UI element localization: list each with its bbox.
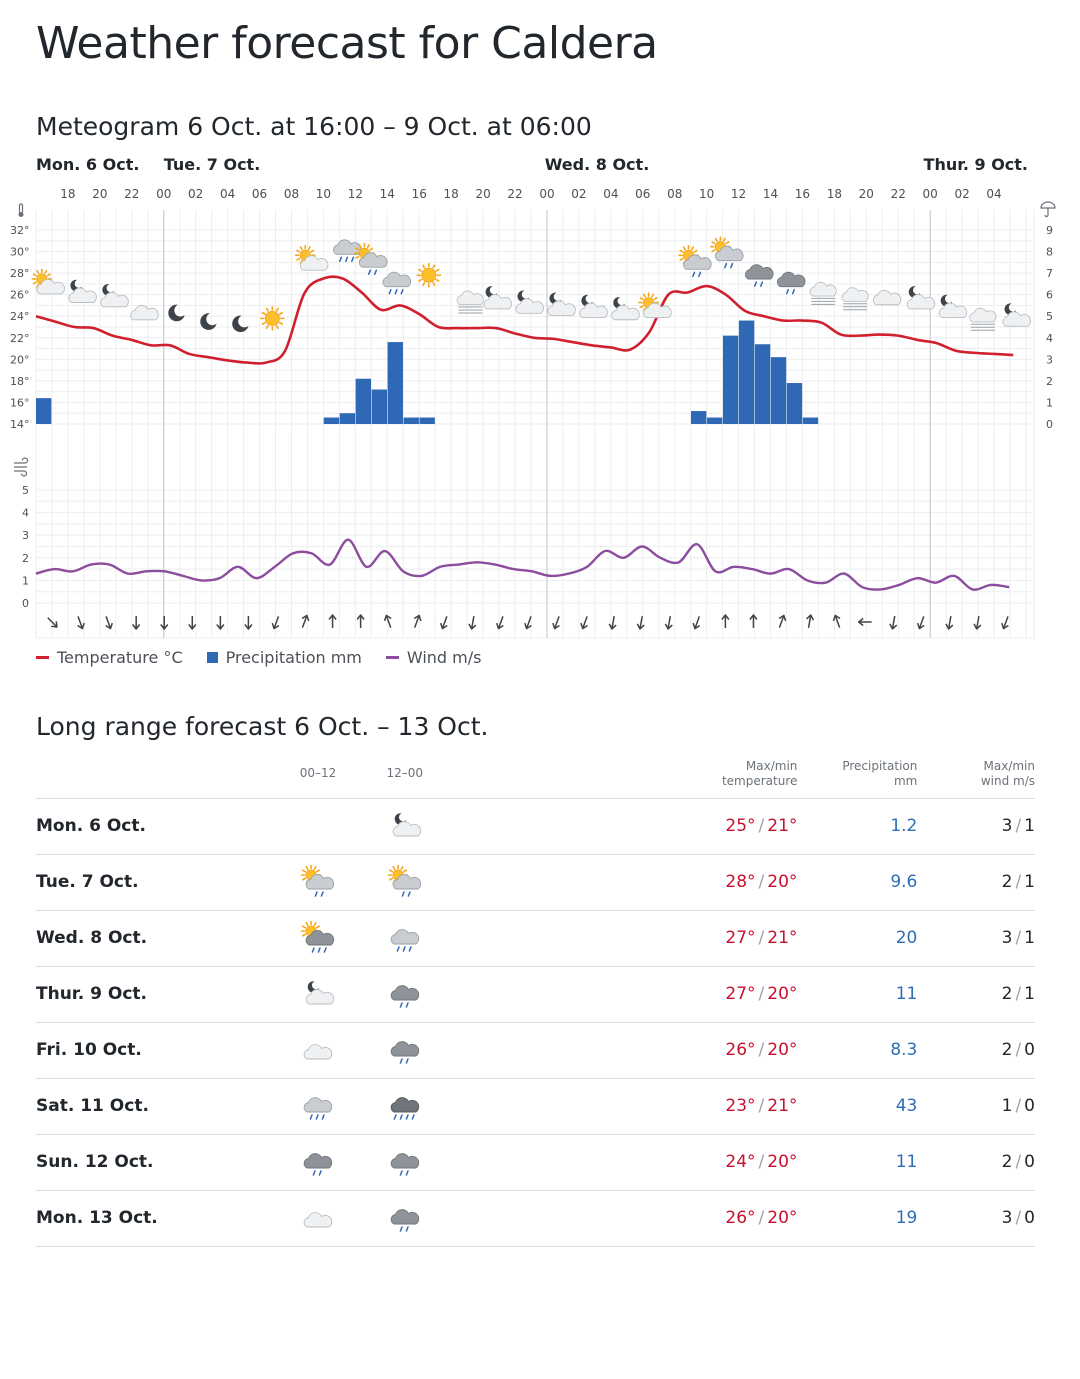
precip-bar [739,321,754,424]
wind-arrow-icon [133,616,140,629]
wind-arrow-icon [161,616,168,629]
moon-cloud-icon [484,286,512,309]
wind-arrow-icon [889,615,898,629]
row-wind: 3 / 1 [1001,928,1035,948]
header-temperature [673,750,797,798]
row-precipitation: 11 [895,984,918,1004]
row-temperature: 24° / 20° [725,1152,798,1172]
header-temperature-line2: temperature [721,773,798,788]
row-symbol-00-12 [275,1134,362,1190]
precip-axis-label: 0 [1046,418,1053,431]
header-wind-line2: wind m/s [980,773,1035,788]
hour-tick-label: 12 [347,187,363,201]
header-temperature-line1: Max/min [745,758,798,773]
row-temp-max: 28° [725,872,756,892]
day-label: Tue. 7 Oct. [163,155,261,174]
day-label: Thur. 9 Oct. [923,155,1028,174]
precip-bar [372,390,387,424]
row-temp-max: 25° [725,816,756,836]
hour-tick-label: 00 [922,187,938,201]
hour-tick-label: 10 [698,187,715,201]
row-symbol-12-00 [361,966,448,1022]
wind-arrow-icon [608,615,617,629]
wind-arrow-icon [271,615,282,630]
row-temp-max: 23° [725,1096,756,1116]
header-precipitation-line2: mm [893,773,918,788]
row-symbol-12-00 [361,1190,448,1246]
row-wind-max: 3 [1001,928,1013,948]
row-temperature: 27° / 21° [725,928,798,948]
cloud-rain-icon [298,1086,338,1126]
header-day [36,750,275,798]
row-day: Fri. 10 Oct. [36,1040,142,1060]
precip-axis-label: 2 [1046,374,1053,388]
row-wind-min: 1 [1024,928,1035,948]
row-temperature: 23° / 21° [725,1096,798,1116]
cloud-rain-icon [385,918,425,958]
table-row [36,966,1035,1022]
row-precipitation: 20 [895,928,918,948]
hour-tick-label: 02 [188,187,204,201]
wind-arrow-icon [299,614,310,629]
row-precipitation: 11 [895,1152,918,1172]
precip-bar [404,418,419,424]
hour-tick-label: 00 [539,187,555,201]
row-wind-min: 0 [1024,1152,1035,1172]
wind-arrow-icon [776,614,787,629]
hour-tick-label: 18 [60,187,76,201]
row-symbol-00-12 [275,854,362,910]
row-wind: 2 / 0 [1001,1152,1035,1172]
cloud-icon [131,305,159,319]
temp-axis-label: 16° [10,396,30,410]
wind-arrow-icon [383,614,394,629]
row-day: Sat. 11 Oct. [36,1096,149,1116]
precip-axis-label: 6 [1046,288,1053,302]
page-title: Weather forecast for Caldera [36,18,658,69]
hour-tick-label: 04 [219,187,236,201]
wind-arrow-icon [665,615,674,629]
wind-arrow-icon [916,615,927,630]
row-wind-min: 0 [1024,1208,1035,1228]
row-temp-min: 20° [767,1152,798,1172]
darker-cloud-heavy-rain-icon [385,1086,425,1126]
row-day: Wed. 8 Oct. [36,928,148,948]
precip-axis-label: 8 [1046,245,1053,259]
row-symbol-12-00 [361,798,448,854]
row-day: Mon. 13 Oct. [36,1208,158,1228]
wind-arrow-icon [692,615,703,630]
precip-bar [691,411,706,424]
hour-tick-label: 02 [571,187,587,201]
precip-bar [356,379,371,424]
table-row [36,798,1035,854]
wind-series [36,540,1009,590]
precip-axis-label: 5 [1046,310,1053,324]
table-row [36,854,1035,910]
header-precipitation-line1: Precipitation [842,758,918,773]
temp-axis-label: 26° [10,288,30,302]
row-wind: 3 / 0 [1001,1208,1035,1228]
hour-tick-label: 06 [251,187,268,201]
row-wind-min: 0 [1024,1040,1035,1060]
precip-bar [707,418,722,424]
wind-axis-label: 1 [22,574,29,588]
row-wind: 1 / 0 [1001,1096,1035,1116]
hour-tick-label: 22 [124,187,140,201]
legend-wind [386,648,482,667]
row-wind: 3 / 1 [1001,816,1035,836]
row-wind-max: 2 [1001,1152,1013,1172]
moon-cloud-icon [69,280,97,303]
chart-legend [36,648,481,667]
table-row [36,1190,1035,1246]
wind-arrow-icon [551,615,562,630]
row-day: Mon. 6 Oct. [36,816,146,836]
wind-arrow-icon [805,614,814,628]
legend-temperature [36,648,183,667]
precip-bar [755,344,770,424]
row-day: Thur. 9 Oct. [36,984,147,1004]
moon-cloud-icon [548,293,576,316]
wind-arrow-icon [523,615,534,630]
row-temperature: 26° / 20° [725,1040,798,1060]
dark-cloud-rain-icon [385,974,425,1014]
row-temp-min: 20° [767,1208,798,1228]
moon-icon [232,316,247,332]
wind-arrow-icon [357,615,364,628]
precip-axis-label: 3 [1046,353,1053,367]
temp-axis-label: 28° [10,267,30,281]
hour-tick-label: 04 [986,187,1002,201]
day-labels [36,155,1028,174]
temp-axis-label: 18° [10,374,30,388]
partly-cloudy-night-icon [385,806,425,846]
cloud-icon [873,290,901,304]
row-symbol-00-12 [275,798,362,854]
legend-precipitation [207,648,362,667]
row-precipitation: 1.2 [890,816,918,836]
row-precipitation: 9.6 [890,872,918,892]
legend-wind-label: Wind m/s [406,648,482,667]
meteogram-title: Meteogram 6 Oct. at 16:00 – 9 Oct. at 06:00 [36,112,592,141]
temp-axis-label: 14° [10,418,30,431]
row-wind: 2 / 0 [1001,1040,1035,1060]
row-wind-min: 0 [1024,1096,1035,1116]
row-wind-max: 2 [1001,872,1013,892]
wind-arrow-icon [495,615,506,630]
header-12-00: 12–00 [386,766,424,781]
precip-axis-label: 9 [1046,224,1053,237]
moon-cloud-icon [516,291,544,314]
chart-grid [36,210,1034,638]
legend-temperature-label: Temperature °C [57,648,183,667]
header-wind-line1: Max/min [983,758,1035,773]
wind-arrow-icon [750,615,757,628]
precip-axis-label: 1 [1046,396,1053,410]
row-temperature: 28° / 20° [725,872,798,892]
wind-arrow-icon [637,615,646,629]
precip-bar [340,413,355,424]
wind-arrow-icon [217,616,224,629]
row-symbol-12-00 [361,1022,448,1078]
precip-axis-label: 7 [1046,267,1053,281]
wind-arrow-icon [468,615,477,629]
hour-tick-label: 20 [92,187,108,201]
row-symbol-00-12 [275,910,362,966]
hour-tick-label: 12 [730,187,747,201]
sun-cloud-rain-icon [298,862,338,902]
legend-temperature-swatch [36,656,49,659]
wind-line [36,540,1009,590]
legend-precipitation-swatch [207,652,218,663]
row-symbol-12-00 [361,854,448,910]
umbrella-icon [1041,202,1055,217]
wind-arrow-icon [411,614,422,629]
hour-tick-label: 18 [826,187,843,201]
precip-axis-label: 4 [1046,331,1053,345]
header-precipitation [797,750,917,798]
sun-icon [261,307,284,330]
row-symbol-12-00 [361,1134,448,1190]
row-precipitation: 43 [895,1096,918,1116]
sun-icon [417,264,440,287]
row-wind-max: 3 [1001,1208,1013,1228]
precip-bar [388,342,403,424]
hour-tick-label: 18 [443,187,459,201]
sun-cloud-rain-icon [385,862,425,902]
wind-arrow-icon [832,614,843,629]
row-temp-max: 24° [725,1152,756,1172]
fog-cloud-icon [810,282,836,304]
wind-arrow-icon [329,615,336,628]
thermometer-icon [19,204,24,217]
dark-cloud-rain-icon [777,272,805,293]
row-wind: 2 / 1 [1001,872,1035,892]
fog-cloud-icon [970,308,996,330]
sun-dark-rain-icon [298,918,338,958]
meteogram-chart [0,150,1080,645]
hour-tick-label: 20 [475,187,491,201]
precipitation-bars [36,321,818,424]
wind-arrow-icon [579,615,590,630]
wind-arrow-icon [439,615,450,630]
day-label: Mon. 6 Oct. [35,155,140,174]
precip-bar [36,398,51,424]
table-header-row [36,750,1035,798]
row-wind-max: 2 [1001,1040,1013,1060]
forecast-rows [36,798,1035,1246]
wind-axis-label: 4 [22,506,29,520]
row-temp-min: 20° [767,1040,798,1060]
moon-cloud-icon [580,295,608,318]
temp-axis-label: 30° [10,245,30,259]
precip-bar [787,383,802,424]
wind-icon [14,458,28,476]
wind-arrow-icon [103,615,114,630]
partly-cloudy-night-icon [298,974,338,1014]
row-wind-min: 1 [1024,984,1035,1004]
precip-bar [324,418,339,424]
wind-arrow-icon [189,616,196,629]
fog-cloud-icon [842,288,868,310]
cloud-icon [298,1198,338,1238]
precip-bar [723,336,738,424]
temp-axis-label: 20° [10,353,30,367]
row-precipitation: 8.3 [890,1040,918,1060]
row-day: Tue. 7 Oct. [36,872,139,892]
hour-tick-label: 06 [635,187,651,201]
long-range-title: Long range forecast 6 Oct. – 13 Oct. [36,712,489,741]
row-symbol-00-12 [275,1190,362,1246]
header-00-12: 00–12 [299,766,337,781]
wind-arrow-icon [859,619,872,626]
hour-tick-label: 04 [603,187,619,201]
wind-axis-label: 3 [22,529,29,543]
moon-cloud-icon [101,284,129,307]
row-temp-min: 21° [767,1096,798,1116]
temp-axis-label: 24° [10,310,30,324]
row-day: Sun. 12 Oct. [36,1152,154,1172]
row-temperature: 26° / 20° [725,1208,798,1228]
precip-bar [803,418,818,424]
hour-tick-label: 20 [858,187,874,201]
hour-tick-label: 22 [507,187,523,201]
table-row [36,1022,1035,1078]
dark-cloud-rain-icon [385,1142,425,1182]
long-range-table [36,750,1035,1247]
hour-tick-label: 16 [794,187,811,201]
row-temp-min: 21° [767,928,798,948]
wind-axis-label: 5 [22,484,29,497]
hour-tick-label: 14 [379,187,395,201]
row-symbol-12-00 [361,910,448,966]
hour-tick-labels [60,187,1001,201]
hour-tick-label: 10 [315,187,332,201]
wind-axis-label: 2 [22,551,29,565]
moon-cloud-icon [612,297,640,320]
hour-tick-label: 22 [890,187,906,201]
dark-cloud-rain-icon [745,265,773,286]
row-symbol-12-00 [361,1078,448,1134]
wind-axis-label: 0 [22,597,29,610]
row-temperature: 27° / 20° [725,984,798,1004]
row-wind-max: 3 [1001,816,1013,836]
row-precipitation: 19 [895,1208,918,1228]
hour-tick-label: 08 [667,187,683,201]
hour-tick-label: 08 [283,187,300,201]
row-wind: 2 / 1 [1001,984,1035,1004]
moon-icon [169,305,184,321]
row-temp-min: 21° [767,816,798,836]
row-wind-max: 2 [1001,984,1013,1004]
day-label: Wed. 8 Oct. [544,155,650,174]
dark-cloud-rain-icon [385,1198,425,1238]
row-temp-max: 27° [725,928,756,948]
axis-labels [10,224,1053,610]
precip-bar [771,357,786,424]
row-temp-max: 26° [725,1040,756,1060]
hour-tick-label: 16 [411,187,427,201]
row-temp-max: 26° [725,1208,756,1228]
row-wind-min: 1 [1024,872,1035,892]
hour-tick-label: 00 [156,187,172,201]
table-row [36,910,1035,966]
precip-bar [420,418,435,424]
temp-axis-label: 22° [10,331,30,345]
temp-axis-label: 32° [10,224,30,237]
cloud-icon [298,1030,338,1070]
row-temp-min: 20° [767,872,798,892]
row-temperature: 25° / 21° [725,816,798,836]
header-gap [448,750,673,798]
legend-wind-swatch [386,656,399,659]
dark-cloud-rain-icon [298,1142,338,1182]
row-temp-min: 20° [767,984,798,1004]
legend-precipitation-label: Precipitation mm [225,648,362,667]
header-wind [917,750,1035,798]
dark-cloud-rain-icon [385,1030,425,1070]
row-wind-min: 1 [1024,816,1035,836]
row-symbol-00-12 [275,1078,362,1134]
table-row [36,1078,1035,1134]
row-symbol-00-12 [275,1022,362,1078]
row-temp-max: 27° [725,984,756,1004]
row-symbol-00-12 [275,966,362,1022]
row-wind-max: 1 [1001,1096,1013,1116]
wind-arrow-icon [245,616,252,629]
table-row [36,1134,1035,1190]
hour-tick-label: 14 [762,187,779,201]
hour-tick-label: 02 [954,187,970,201]
